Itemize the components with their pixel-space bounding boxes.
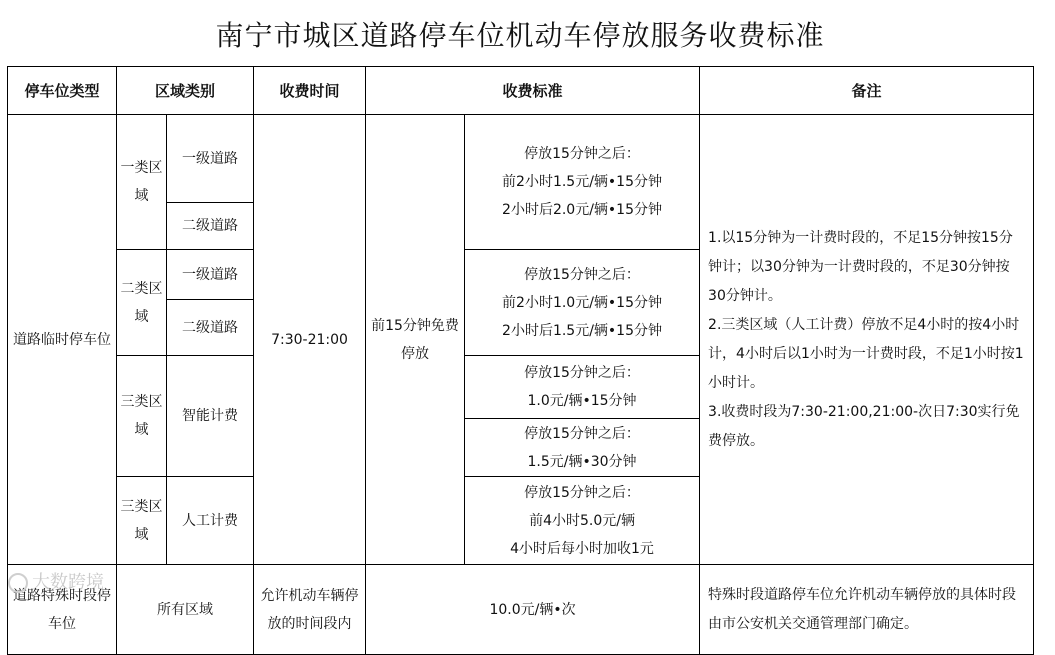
page-title: 南宁市城区道路停车位机动车停放服务收费标准: [215, 19, 825, 52]
fee-standard-2: [465, 250, 700, 356]
fee-line: 停放15分钟之后：: [524, 365, 640, 381]
table-row: [8, 565, 1034, 655]
fee-line: 2小时后1.5元/辆•15分钟: [502, 322, 662, 339]
special-fee: 10.0元/辆•次: [366, 565, 700, 655]
road-smart-billing: 智能计费: [167, 356, 254, 477]
fee-line: 停放15分钟之后：: [524, 425, 640, 442]
area-class-3: [117, 356, 167, 477]
brand-logo-icon: [8, 573, 28, 593]
fee-standard-1: [465, 115, 700, 250]
header-area-type: 区域类别: [117, 67, 254, 115]
area-class-3b: 三类区域: [117, 477, 167, 565]
charge-time: 7:30-21:00: [254, 115, 366, 565]
road-level-4: 二级道路: [167, 300, 254, 356]
remark-line: 3.收费时段为7:30-21:00,21:00-次日7:30实行免费停放。: [708, 403, 1020, 449]
header-parking-type: 停车位类型: [8, 67, 117, 115]
watermark: [8, 568, 104, 594]
road-level-2: 二级道路: [167, 203, 254, 250]
special-remark: 特殊时段道路停车位允许机动车辆停放的具体时段由市公安机关交通管理部门确定。: [700, 565, 1034, 655]
header-standard: 收费标准: [366, 67, 700, 115]
area-class-2: 二类区域: [117, 250, 167, 356]
remark-notes: [700, 115, 1034, 565]
fee-standard-4: [465, 419, 700, 477]
area-class-3-text: 三类区域: [120, 394, 163, 438]
fee-line: 停放15分钟之后：: [524, 146, 640, 162]
special-time: 允许机动车辆停放的时间段内: [254, 565, 366, 655]
fee-standard-3: [465, 356, 700, 419]
fee-line: 前2小时1.0元/辆•15分钟: [502, 294, 662, 311]
fee-standard-5: [465, 477, 700, 565]
fee-line: 2小时后2.0元/辆•15分钟: [502, 202, 662, 218]
road-manual-billing: 人工计费: [167, 477, 254, 565]
fee-line: 4小时后每小时加收1元: [510, 540, 654, 557]
road-level-1: 一级道路: [167, 115, 254, 203]
header-remark: 备注: [700, 67, 1034, 115]
special-area: 所有区域: [117, 565, 254, 655]
header-time: 收费时间: [254, 67, 366, 115]
fee-line: 1.0元/辆•15分钟: [527, 393, 637, 409]
road-level-3: 一级道路: [167, 250, 254, 300]
fee-line: 前4小时5.0元/辆: [529, 512, 635, 529]
free-period: 前15分钟免费停放: [366, 115, 465, 565]
fee-line: 1.5元/辆•30分钟: [527, 453, 637, 470]
fee-line: 停放15分钟之后：: [524, 484, 640, 501]
remark-line: 1.以15分钟为一计费时段的，不足15分钟按15分钟计；以30分钟为一计费时段的，不足30分钟按30分钟计。: [708, 229, 1013, 304]
parking-type-special: 道路特殊时段停车位: [8, 565, 117, 655]
area-class-1: 一类区域: [117, 115, 167, 250]
table-row: [8, 115, 1034, 203]
parking-type-temp: 道路临时停车位: [8, 115, 117, 565]
fee-table: [7, 66, 1034, 655]
table-header-row: [8, 67, 1034, 115]
fee-line: 前2小时1.5元/辆•15分钟: [502, 174, 662, 190]
remark-line: 2.三类区域（人工计费）停放不足4小时的按4小时计，4小时后以1小时为一计费时段，不足1小时按1小时计。: [708, 316, 1024, 391]
watermark-text: 大数跨境: [32, 572, 104, 593]
fee-line: 停放15分钟之后：: [524, 266, 640, 283]
